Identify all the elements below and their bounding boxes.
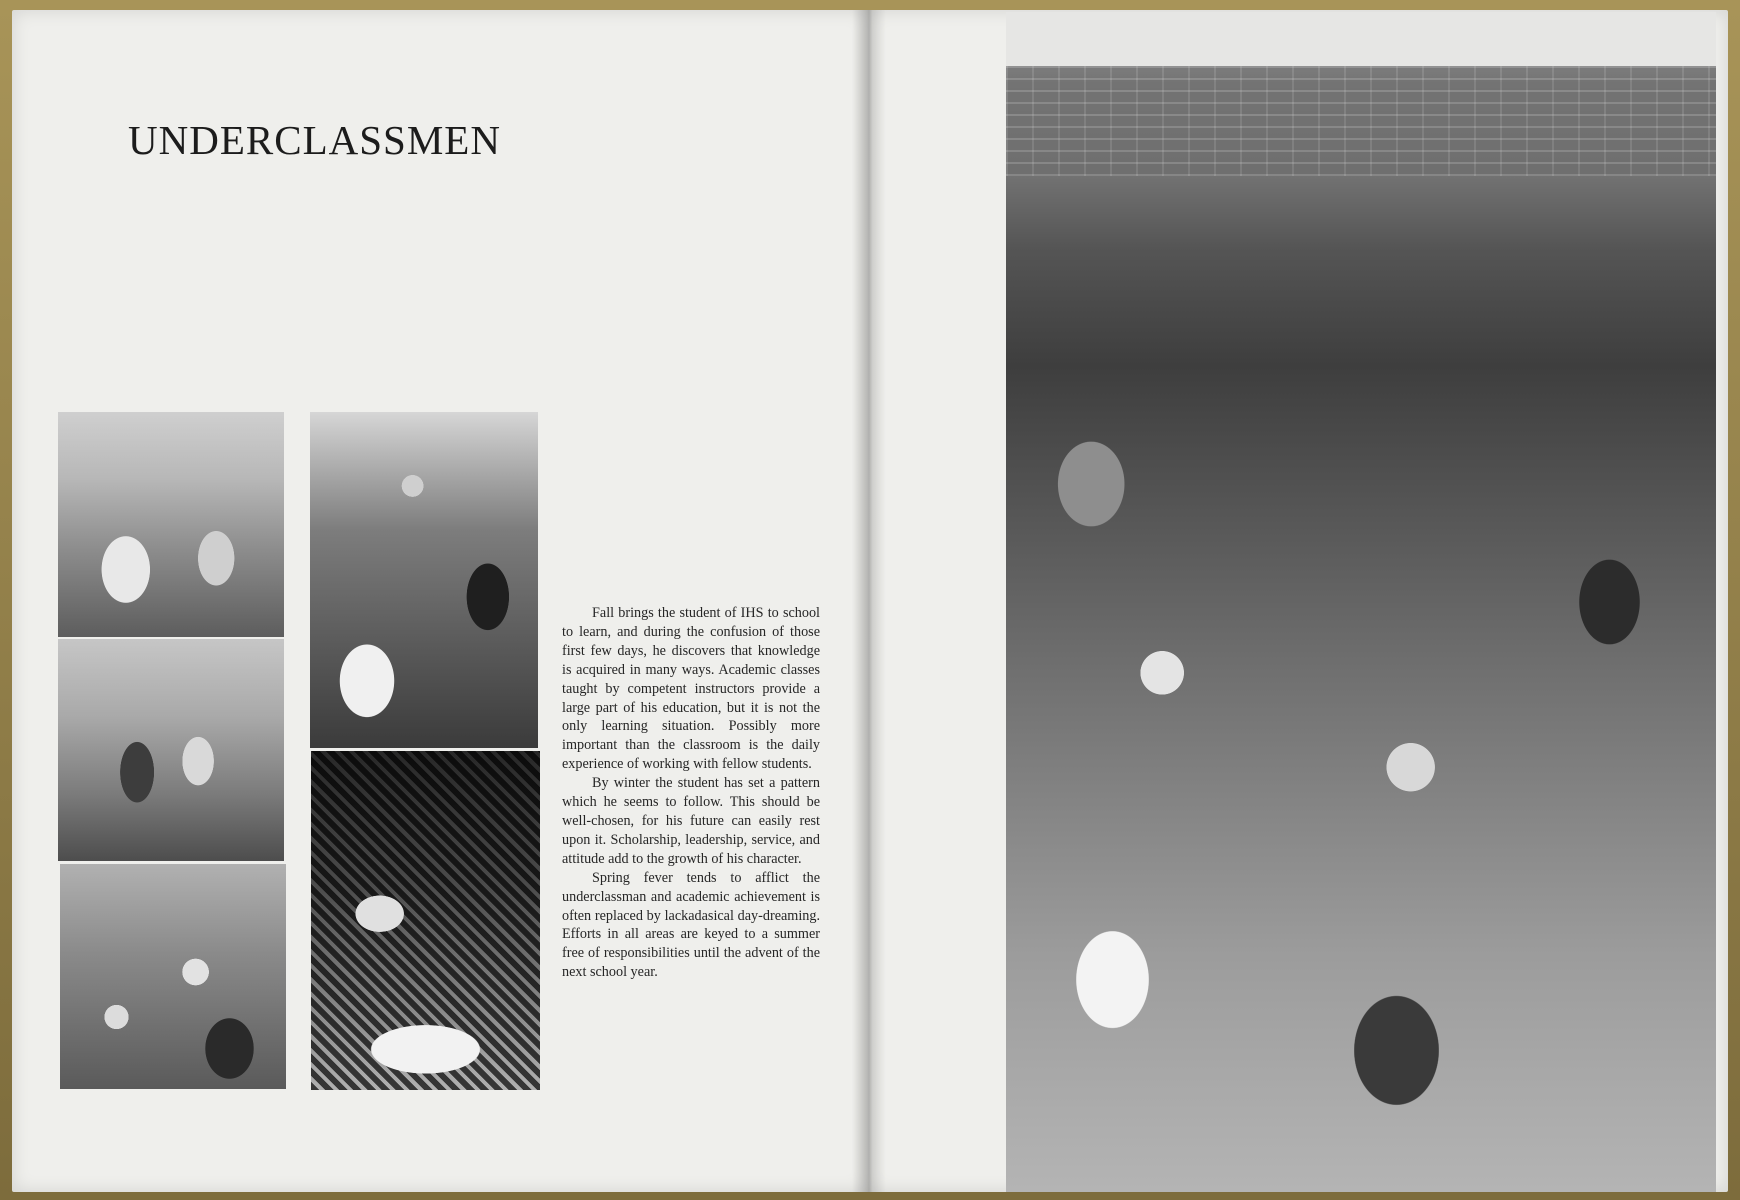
lab-photo-1 xyxy=(58,412,284,637)
hallway-photo xyxy=(1006,12,1716,1192)
ceiling xyxy=(1006,12,1716,66)
classroom-photo xyxy=(310,412,538,748)
paragraph-fall: Fall brings the student of IHS to school to learn, and during the confusion of those first few days, he discovers that knowledge is acquired in many ways. Academic classes taught by competent instructors provide a large part of his education, but it is not the only learning situation. Possibly more important than the classroom is the daily experience of working with fellow students. xyxy=(562,605,820,773)
lab-photo-3 xyxy=(60,864,286,1089)
lab-photo-2 xyxy=(58,639,284,861)
paragraph-winter: By winter the student has set a pattern which he seems to follow. This should be well-chosen, for his future can easily rest upon it. Scholarship, leadership, service, and attitude add to the growth of his character. xyxy=(562,775,820,867)
desk-study-photo xyxy=(311,751,540,1090)
book-gutter xyxy=(852,10,886,1192)
body-text xyxy=(562,604,820,982)
paragraph-spring: Spring fever tends to afflict the underclassman and academic achievement is often replaced by lackadasical day-dreaming. Efforts in all areas are keyed to a summer free of responsibilities until the advent of the next school year. xyxy=(562,869,820,981)
brick-wall xyxy=(1006,66,1716,176)
page-title: UNDERCLASSMEN xyxy=(128,117,501,163)
